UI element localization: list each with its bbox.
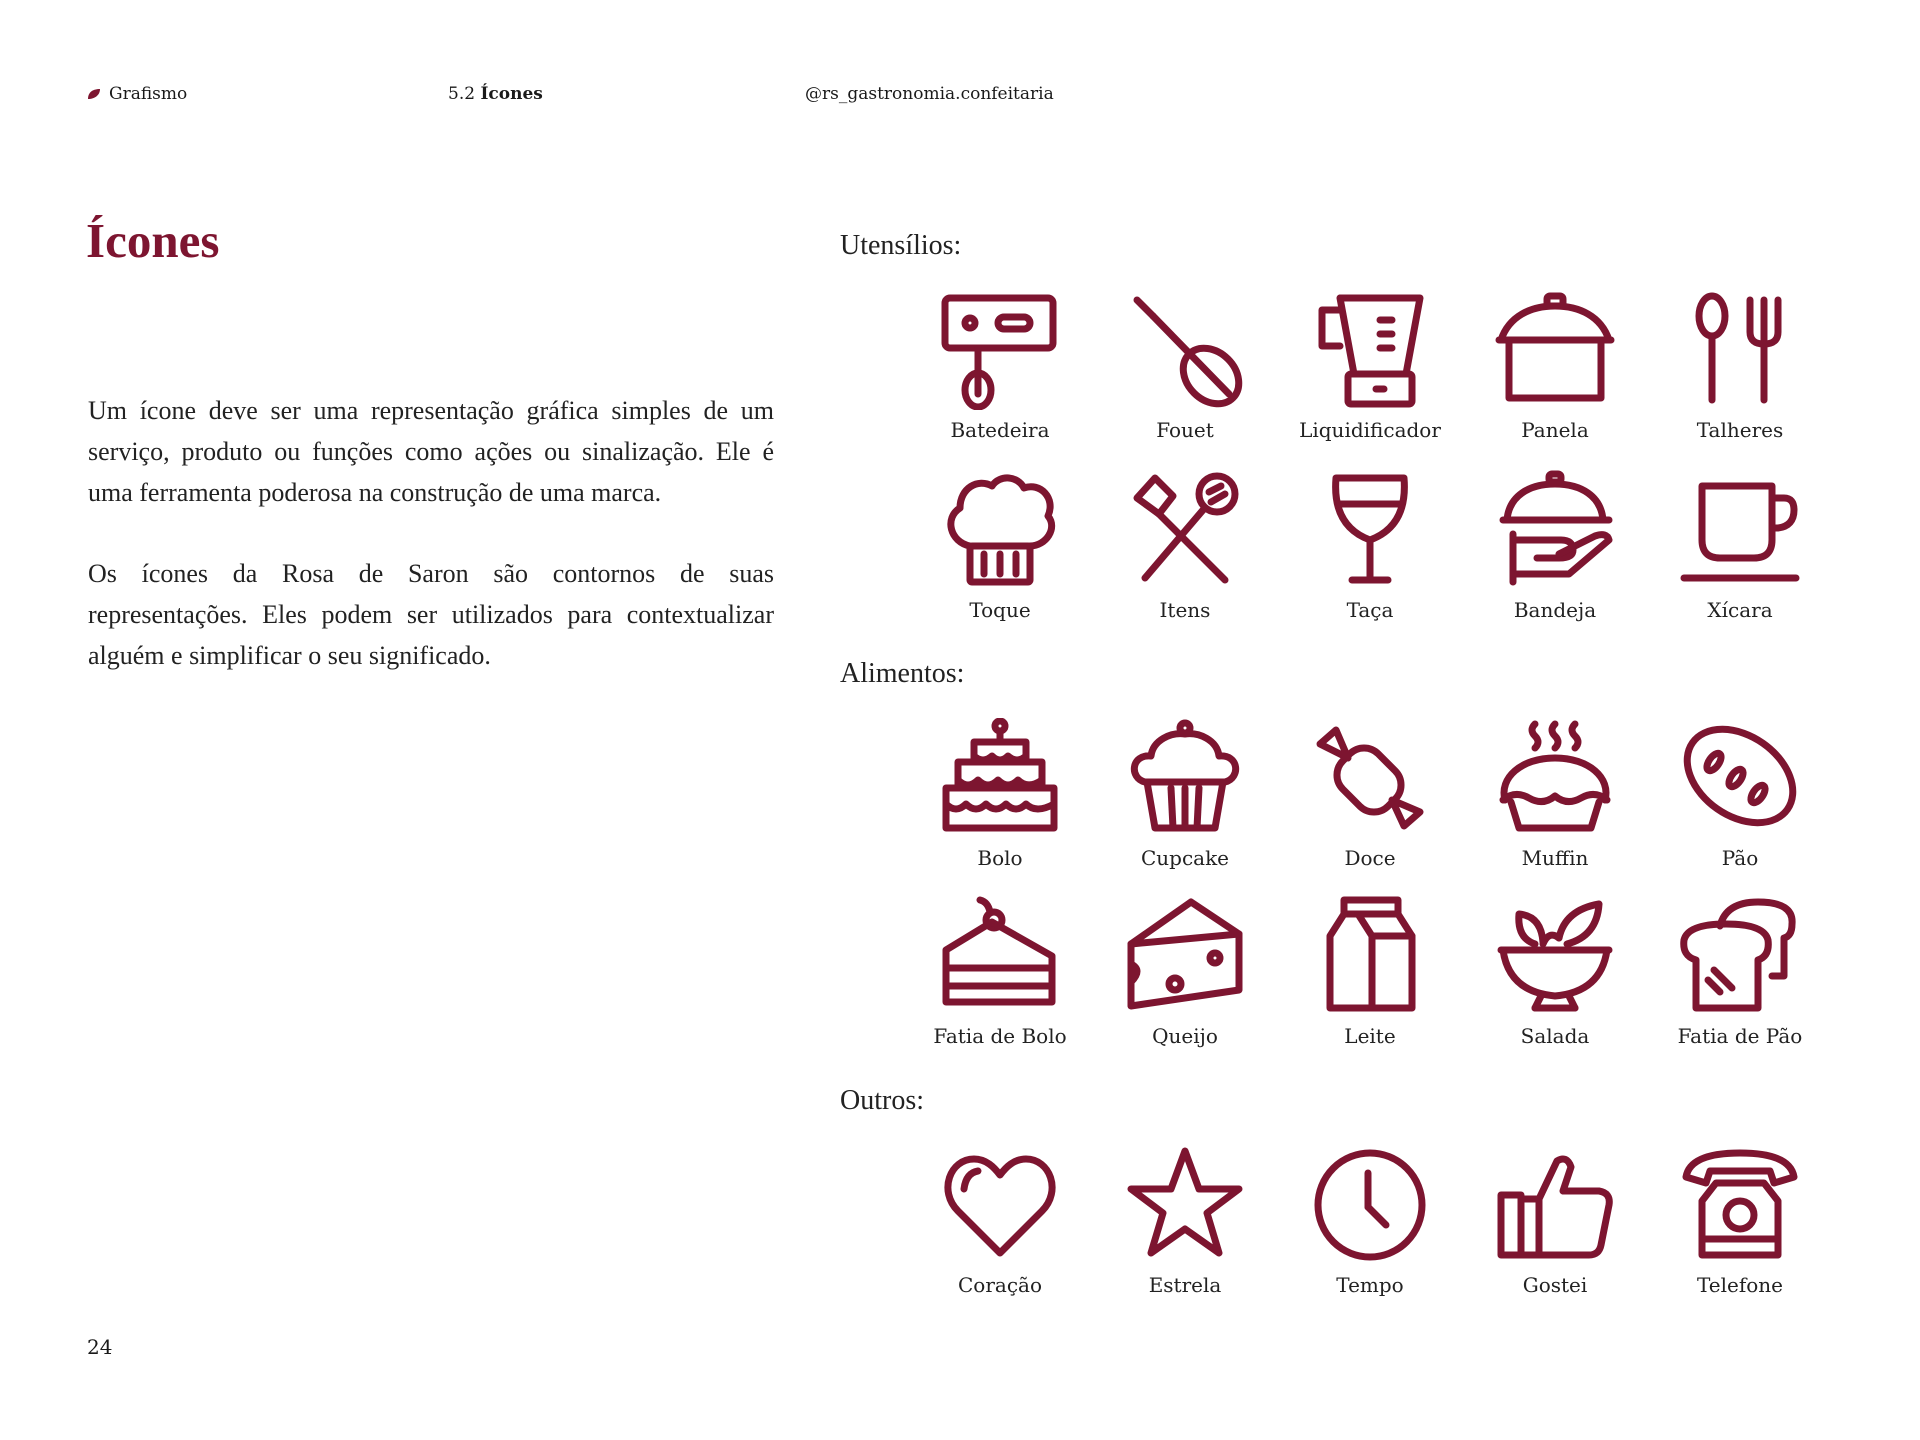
icon-label: Fatia de Bolo bbox=[933, 1024, 1067, 1048]
icon-label: Bolo bbox=[977, 846, 1023, 870]
candy-icon bbox=[1310, 718, 1430, 838]
header-chapter-number: 5.2 bbox=[448, 84, 476, 104]
telephone-icon bbox=[1680, 1145, 1800, 1265]
icon-card-salada bbox=[1465, 896, 1645, 1048]
salad-icon bbox=[1495, 896, 1615, 1016]
icon-card-tempo bbox=[1280, 1145, 1460, 1297]
icon-label: Coração bbox=[958, 1273, 1042, 1297]
thumbs-up-icon bbox=[1495, 1145, 1615, 1265]
cloche-icon bbox=[1495, 470, 1615, 590]
icon-card-xicara bbox=[1650, 470, 1830, 622]
section-title-outros: Outros: bbox=[840, 1085, 924, 1116]
icon-label: Fatia de Pão bbox=[1677, 1024, 1803, 1048]
section-title-alimentos: Alimentos: bbox=[840, 658, 965, 689]
paragraph-1: Um ícone deve ser uma representação gráfica simples de um serviço, produto ou funções como ações ou sinalização. Ele é uma ferramenta poderosa na construção de uma marca. bbox=[88, 396, 774, 507]
bread-icon bbox=[1680, 718, 1800, 838]
section-title-utensilios: Utensílios: bbox=[840, 230, 962, 261]
icon-label: Talheres bbox=[1696, 418, 1784, 442]
chef-hat-icon bbox=[940, 470, 1060, 590]
icon-card-taca bbox=[1280, 470, 1460, 622]
icon-card-bolo bbox=[910, 718, 1090, 870]
body-text bbox=[88, 390, 774, 716]
blender-icon bbox=[1310, 290, 1430, 410]
icon-label: Tempo bbox=[1336, 1273, 1404, 1297]
icon-card-fouet bbox=[1095, 290, 1275, 442]
icon-label: Liquidificador bbox=[1299, 418, 1441, 442]
icon-card-telefone bbox=[1650, 1145, 1830, 1297]
icon-card-leite bbox=[1280, 896, 1460, 1048]
icon-label: Doce bbox=[1344, 846, 1396, 870]
icon-label: Telefone bbox=[1696, 1273, 1783, 1297]
icon-card-bandeja bbox=[1465, 470, 1645, 622]
mixer-icon bbox=[940, 290, 1060, 410]
icon-label: Toque bbox=[969, 598, 1031, 622]
icon-card-cupcake bbox=[1095, 718, 1275, 870]
icon-label: Salada bbox=[1520, 1024, 1590, 1048]
whisk-icon bbox=[1125, 290, 1245, 410]
leaf-icon bbox=[87, 88, 101, 100]
icon-label: Muffin bbox=[1521, 846, 1589, 870]
cake-icon bbox=[940, 718, 1060, 838]
header-section-label: Grafismo bbox=[109, 84, 188, 104]
icon-label: Batedeira bbox=[950, 418, 1050, 442]
icon-card-batedeira bbox=[910, 290, 1090, 442]
clock-icon bbox=[1310, 1145, 1430, 1265]
cake-slice-icon bbox=[940, 896, 1060, 1016]
page-number: 24 bbox=[87, 1335, 113, 1359]
cheese-icon bbox=[1125, 896, 1245, 1016]
wine-glass-icon bbox=[1310, 470, 1430, 590]
header-chapter bbox=[448, 84, 543, 104]
icon-label: Itens bbox=[1159, 598, 1211, 622]
icon-card-panela bbox=[1465, 290, 1645, 442]
muffin-icon bbox=[1495, 718, 1615, 838]
icon-card-coracao bbox=[910, 1145, 1090, 1297]
heart-icon bbox=[940, 1145, 1060, 1265]
cupcake-icon bbox=[1125, 718, 1245, 838]
header-handle: @rs_gastronomia.confeitaria bbox=[805, 84, 1054, 104]
icon-card-fatia-de-bolo bbox=[910, 896, 1090, 1048]
icon-label: Estrela bbox=[1148, 1273, 1222, 1297]
icon-card-toque bbox=[910, 470, 1090, 622]
icon-label: Taça bbox=[1346, 598, 1394, 622]
milk-icon bbox=[1310, 896, 1430, 1016]
icon-card-estrela bbox=[1095, 1145, 1275, 1297]
page-header bbox=[87, 84, 1087, 108]
page-title: Ícones bbox=[86, 213, 220, 268]
cutlery-icon bbox=[1680, 290, 1800, 410]
paragraph-2: Os ícones da Rosa de Saron são contornos de suas representações. Eles podem ser utilizados para contextualizar alguém e simplificar o seu significado. bbox=[88, 559, 774, 670]
icon-label: Bandeja bbox=[1513, 598, 1597, 622]
icon-card-liquidificador bbox=[1280, 290, 1460, 442]
icon-card-fatia-de-pao bbox=[1650, 896, 1830, 1048]
icon-card-pao bbox=[1650, 718, 1830, 870]
icon-label: Pão bbox=[1721, 846, 1759, 870]
icon-label: Cupcake bbox=[1140, 846, 1230, 870]
icon-card-muffin bbox=[1465, 718, 1645, 870]
icon-label: Queijo bbox=[1152, 1024, 1218, 1048]
header-section bbox=[87, 84, 187, 104]
icon-card-itens bbox=[1095, 470, 1275, 622]
icon-label: Fouet bbox=[1156, 418, 1214, 442]
icon-label: Xícara bbox=[1707, 598, 1773, 622]
icon-card-doce bbox=[1280, 718, 1460, 870]
cup-icon bbox=[1680, 470, 1800, 590]
icon-label: Leite bbox=[1344, 1024, 1396, 1048]
icon-label: Panela bbox=[1521, 418, 1589, 442]
header-chapter-title: Ícones bbox=[480, 84, 543, 104]
pot-icon bbox=[1495, 290, 1615, 410]
star-icon bbox=[1125, 1145, 1245, 1265]
icon-card-queijo bbox=[1095, 896, 1275, 1048]
icon-label: Gostei bbox=[1522, 1273, 1588, 1297]
icon-card-gostei bbox=[1465, 1145, 1645, 1297]
bread-slice-icon bbox=[1680, 896, 1800, 1016]
utensils-icon bbox=[1125, 470, 1245, 590]
icon-card-talheres bbox=[1650, 290, 1830, 442]
